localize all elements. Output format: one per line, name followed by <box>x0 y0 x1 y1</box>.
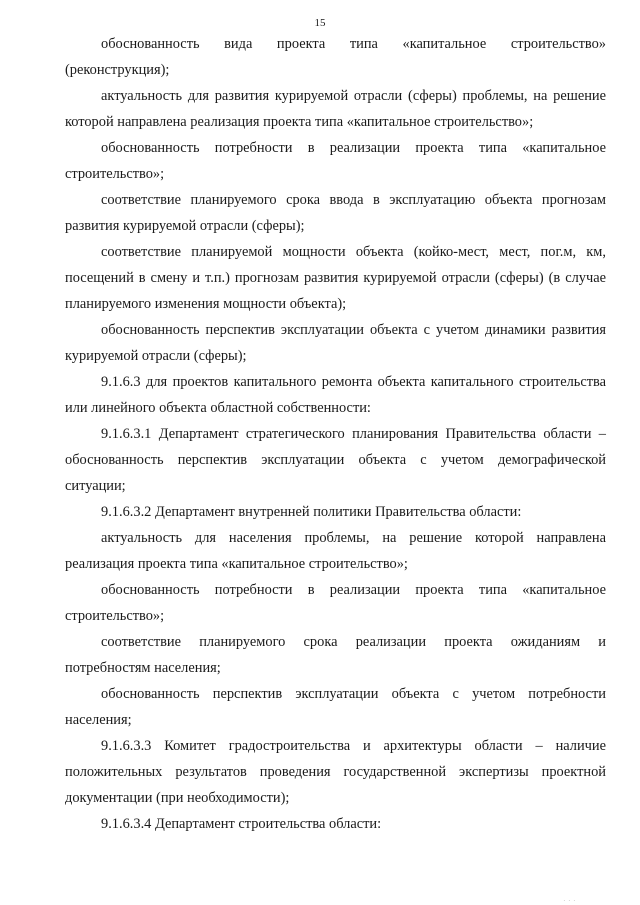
scan-artifact-mark: . . . <box>563 897 576 903</box>
paragraph-section-9-1-6-3-2: 9.1.6.3.2 Департамент внутренней политики Правительства области: <box>101 504 522 520</box>
paragraph-need-justification: обоснованность потребности в реализации проекта типа «капитальное строительство»; <box>65 140 606 182</box>
paragraph-operation-prospects-2: обоснованность перспектив эксплуатации объекта с учетом потребности населения; <box>65 686 606 728</box>
paragraph-section-9-1-6-3: 9.1.6.3 для проектов капитального ремонта объекта капитального строительства или линейного объекта областной собственности: <box>65 374 606 416</box>
paragraph-section-9-1-6-3-4: 9.1.6.3.4 Департамент строительства области: <box>101 816 382 832</box>
paragraph-population-relevance: актуальность для населения проблемы, на решение которой направлена реализация проекта типа «капитальное строительство»; <box>65 530 606 572</box>
paragraph-project-type-justification: обоснованность вида проекта типа «капитальное строительство» (реконструкция); <box>65 36 606 78</box>
paragraph-need-justification-2: обоснованность потребности в реализации проекта типа «капитальное строительство»; <box>65 582 606 624</box>
paragraph-capacity-forecast: соответствие планируемой мощности объекта (койко-мест, мест, пог.м, км, посещений в смену и т.п.) прогнозам развития курируемой отрасли (сферы) (в случае планируемого изменения мощности объекта); <box>65 244 606 312</box>
paragraph-operation-prospects: обоснованность перспектив эксплуатации объекта с учетом динамики развития курируемой отрасли (сферы); <box>65 322 606 364</box>
page-number: 15 <box>314 17 326 29</box>
paragraph-section-9-1-6-3-1: 9.1.6.3.1 Департамент стратегического планирования Правительства области – обоснованность перспектив эксплуатации объекта с учетом демографической ситуации; <box>65 426 606 494</box>
paragraph-implementation-term: соответствие планируемого срока реализации проекта ожиданиям и потребностям населения; <box>65 634 606 676</box>
paragraph-section-9-1-6-3-3: 9.1.6.3.3 Комитет градостроительства и архитектуры области – наличие положительных результатов проведения государственной экспертизы проектной документации (при необходимости); <box>65 738 606 806</box>
paragraph-commissioning-term: соответствие планируемого срока ввода в эксплуатацию объекта прогнозам развития курируемой отрасли (сферы); <box>65 192 606 234</box>
document-body <box>65 31 606 837</box>
paragraph-industry-relevance: актуальность для развития курируемой отрасли (сферы) проблемы, на решение которой направлена реализация проекта типа «капитальное строительство»; <box>65 88 606 130</box>
